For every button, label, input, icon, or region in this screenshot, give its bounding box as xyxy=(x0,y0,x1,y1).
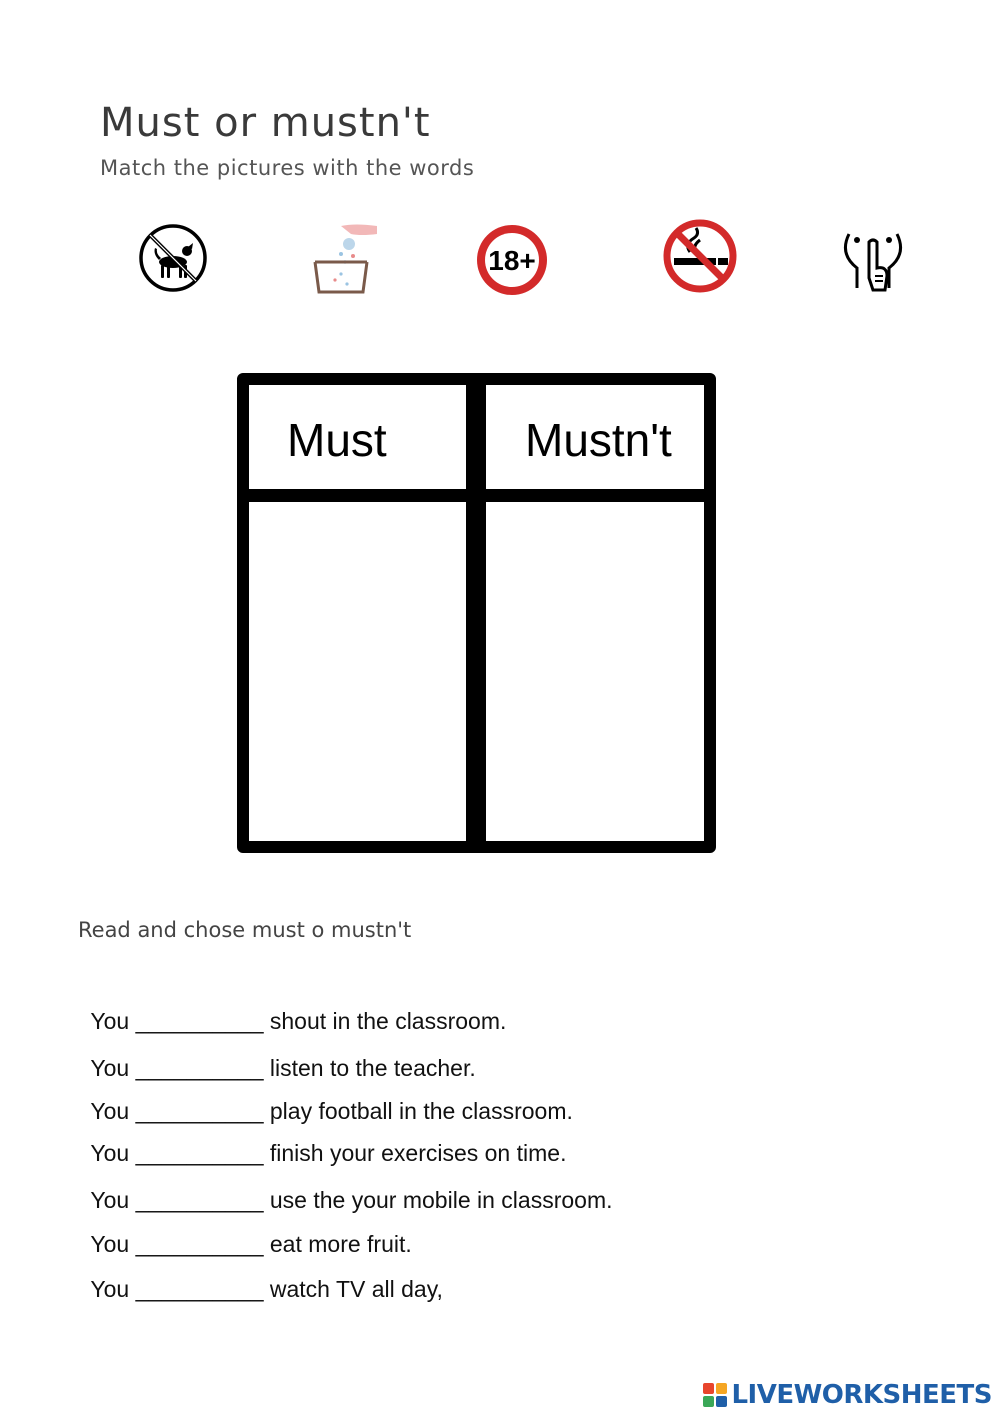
exercise-instruction: Read and chose must o mustn't xyxy=(78,918,412,942)
logo-square xyxy=(703,1383,714,1394)
sentence-start: You xyxy=(90,1008,136,1034)
mustnt-column-header: Mustn't xyxy=(525,414,672,466)
be-quiet-icon xyxy=(833,218,913,298)
sentence-end: play football in the classroom. xyxy=(263,1098,573,1124)
sentence-1 xyxy=(78,981,506,1035)
answer-blank[interactable]: __________ xyxy=(135,1008,264,1034)
answer-blank[interactable]: __________ xyxy=(135,1187,264,1213)
must-mustnt-table xyxy=(237,373,716,853)
logo-square xyxy=(716,1383,727,1394)
logo-square xyxy=(716,1396,727,1407)
answer-blank[interactable]: __________ xyxy=(135,1140,264,1166)
sentence-end: eat more fruit. xyxy=(263,1231,412,1257)
adults-only-label: 18+ xyxy=(488,245,536,276)
must-drop-area[interactable] xyxy=(249,502,466,841)
sentence-start: You xyxy=(90,1098,136,1124)
sentence-end: listen to the teacher. xyxy=(263,1055,476,1081)
sentence-end: shout in the classroom. xyxy=(263,1008,507,1034)
answer-blank[interactable]: __________ xyxy=(135,1231,264,1257)
must-column-header: Must xyxy=(287,414,387,466)
sentence-7 xyxy=(78,1249,443,1303)
sentence-end: use the your mobile in classroom. xyxy=(263,1187,613,1213)
sentence-start: You xyxy=(90,1187,136,1213)
answer-blank[interactable]: __________ xyxy=(135,1098,264,1124)
throw-rubbish-in-bin-icon xyxy=(305,218,385,298)
answer-blank[interactable]: __________ xyxy=(135,1055,264,1081)
sentence-start: You xyxy=(90,1276,136,1302)
worksheet-title: Must or mustn't xyxy=(100,100,431,146)
sentence-4 xyxy=(78,1113,566,1167)
logo-square xyxy=(703,1396,714,1407)
sentence-start: You xyxy=(90,1140,136,1166)
liveworksheets-logo-icon xyxy=(703,1383,727,1407)
liveworksheets-logo xyxy=(703,1380,992,1410)
worksheet-subtitle: Match the pictures with the words xyxy=(100,156,475,180)
liveworksheets-logo-text: LIVEWORKSHEETS xyxy=(731,1380,992,1410)
table-column-divider xyxy=(466,373,486,853)
no-dogs-icon xyxy=(133,218,213,298)
table-header-divider xyxy=(237,489,716,502)
adults-only-18-icon xyxy=(472,218,552,298)
no-smoking-icon xyxy=(660,218,740,298)
sentence-start: You xyxy=(90,1055,136,1081)
sentence-end: watch TV all day, xyxy=(263,1276,443,1302)
sentence-start: You xyxy=(90,1231,136,1257)
mustnt-drop-area[interactable] xyxy=(486,502,704,841)
answer-blank[interactable]: __________ xyxy=(135,1276,264,1302)
sentence-end: finish your exercises on time. xyxy=(263,1140,567,1166)
